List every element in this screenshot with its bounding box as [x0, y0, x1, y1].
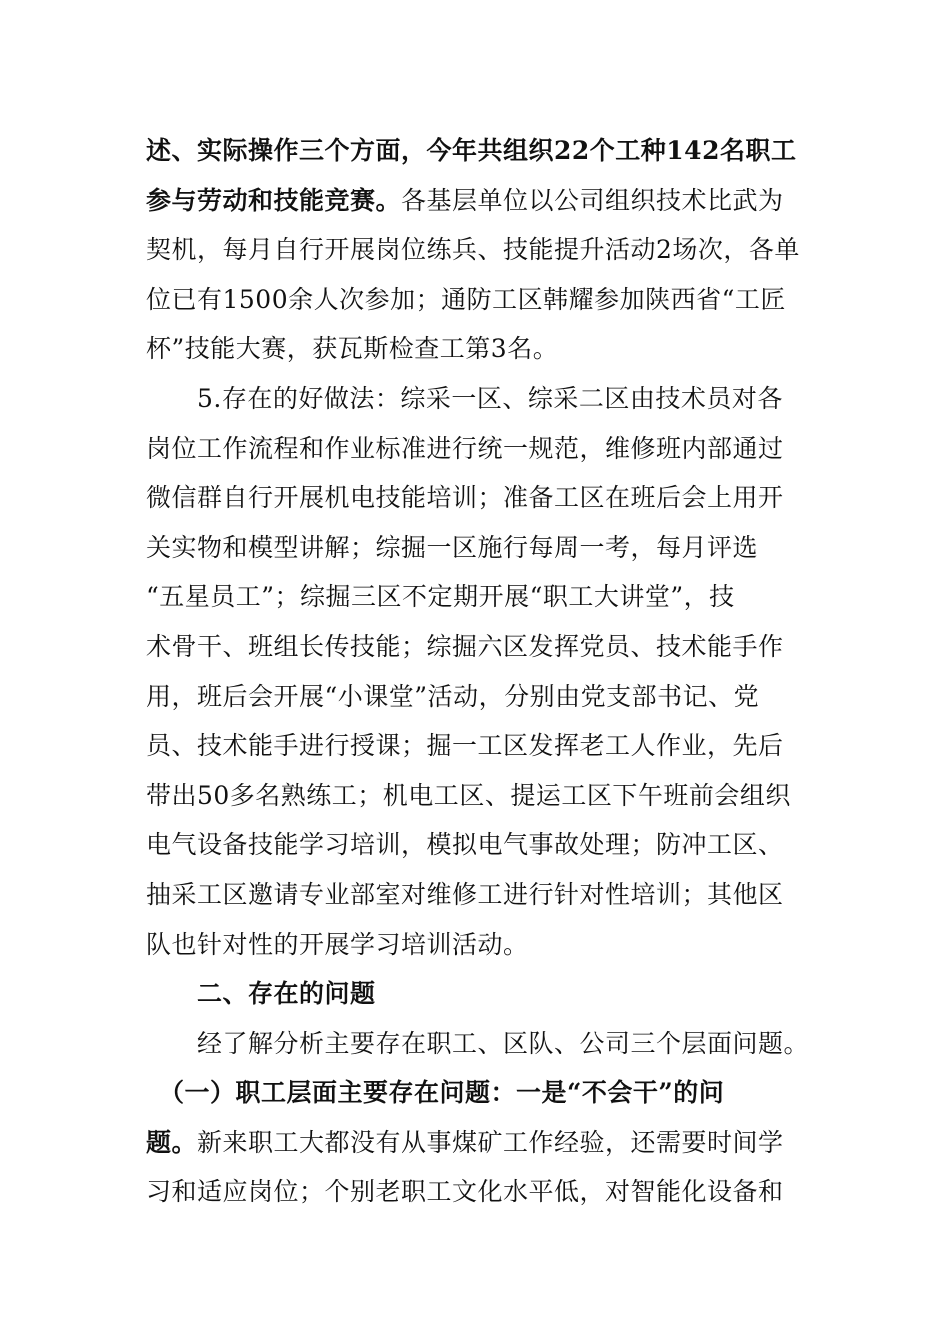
bold-text: 述、实际操作三个方面，今年共组织22个工种142名职工: [146, 136, 797, 165]
paragraph-competition: [146, 126, 808, 374]
text-line: 队也针对性的开展学习培训活动。: [146, 929, 529, 959]
text-line: 岗位工作流程和作业标准进行统一规范，维修班内部通过: [146, 433, 784, 463]
normal-text: 新来职工大都没有从事煤矿工作经验，还需要时间学: [197, 1127, 784, 1157]
text-line: [146, 126, 808, 176]
text-line: 关实物和模型讲解；综掘一区施行每周一考，每月评选: [146, 532, 759, 562]
bold-text: （一）职工层面主要存在问题：一是“不会干”的问: [146, 1078, 725, 1108]
normal-text: 位已有1500余人次参加；通防工区韩耀参加陕西省“工匠: [146, 284, 786, 314]
text-line: 员、技术能手进行授课；掘一工区发挥老工人作业，先后: [146, 731, 784, 761]
section-heading: [146, 969, 808, 1019]
text-line: [146, 324, 808, 374]
normal-text: 习和适应岗位；个别老职工文化水平低，对智能化设备和: [146, 1177, 784, 1207]
text-line: 术骨干、班组长传技能；综掘六区发挥党员、技术能手作: [146, 631, 784, 661]
normal-text: 杯”技能大赛，获瓦斯检查工第3名。: [146, 334, 559, 364]
text-line: 用，班后会开展“小课堂”活动，分别由党支部书记、党: [146, 681, 760, 711]
bold-text: 题。: [146, 1127, 198, 1157]
bold-text: 参与劳动和技能竞赛。: [146, 185, 402, 215]
paragraph-worker-issues: [146, 1068, 808, 1217]
text-line: 带出50多名熟练工；机电工区、提运工区下午班前会组织: [146, 780, 791, 810]
text-line: 电气设备技能学习培训，模拟电气事故处理；防冲工区、: [146, 830, 784, 860]
paragraph-intro: [146, 1019, 808, 1069]
text-line: [146, 275, 808, 325]
text-line: [146, 1068, 808, 1118]
text-line: 经了解分析主要存在职工、区队、公司三个层面问题。: [146, 1028, 810, 1058]
text-line: 5.存在的好做法：综采一区、综采二区由技术员对各: [146, 383, 783, 413]
paragraph-good-practices: [146, 374, 808, 969]
heading-text: 二、存在的问题: [146, 979, 376, 1009]
text-line: “五星员工”；综掘三区不定期开展“职工大讲堂”，技: [146, 582, 735, 612]
normal-text: 各基层单位以公司组织技术比武为: [401, 185, 784, 215]
document-page: [146, 126, 808, 1217]
text-line: [146, 1167, 808, 1217]
text-line: [146, 176, 808, 226]
text-line: [146, 1118, 808, 1168]
normal-text: 契机，每月自行开展岗位练兵、技能提升活动2场次，各单: [146, 235, 800, 265]
text-line: [146, 225, 808, 275]
text-line: 微信群自行开展机电技能培训；准备工区在班后会上用开: [146, 483, 784, 513]
text-line: 抽采工区邀请专业部室对维修工进行针对性培训；其他区: [146, 879, 784, 909]
